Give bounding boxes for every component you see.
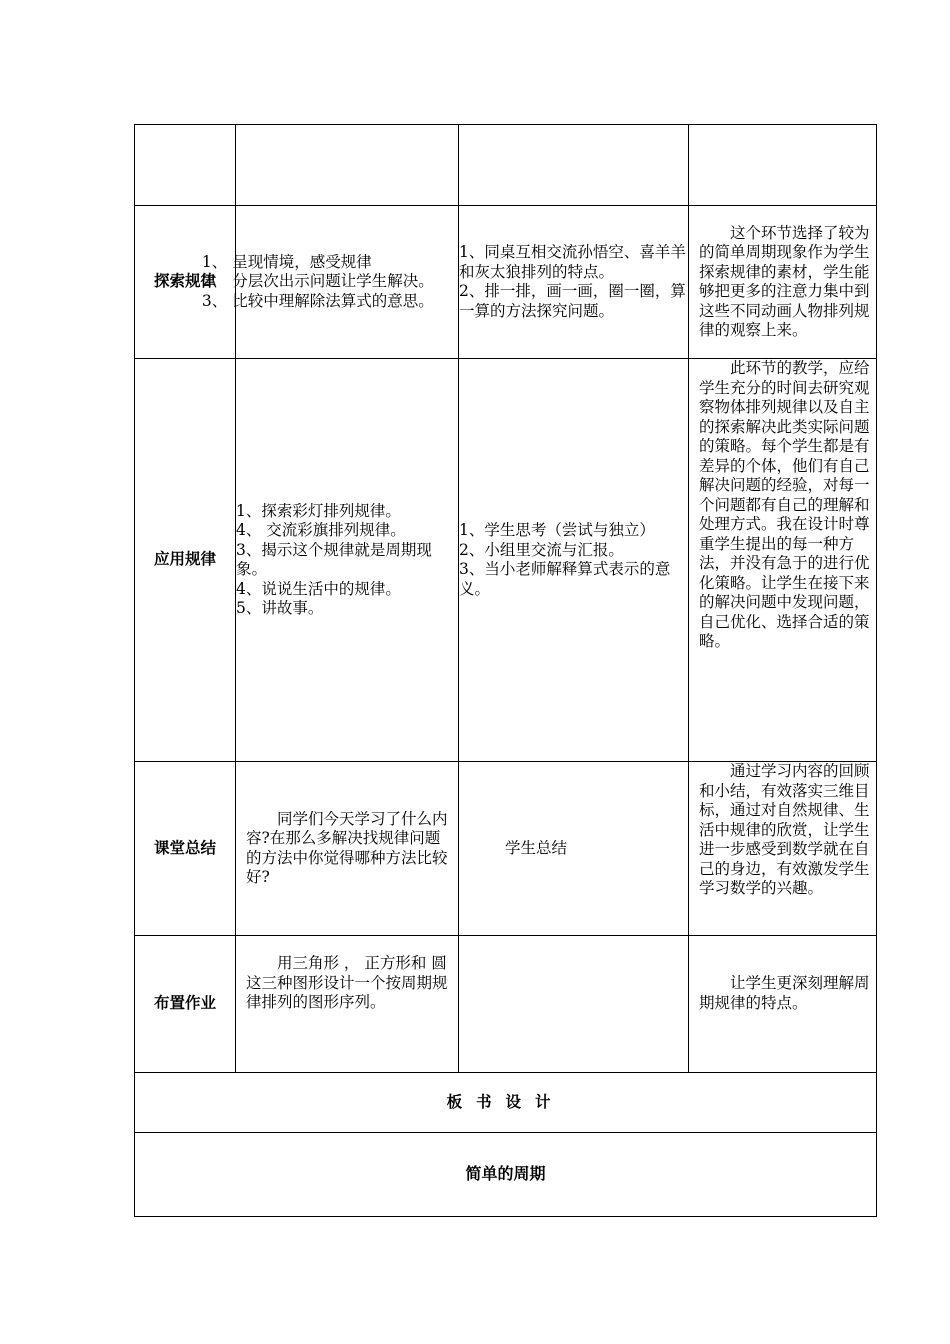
design-intent-cell — [689, 206, 877, 359]
board-subtitle: 简单的周期 — [465, 1164, 546, 1184]
teacher-activity-cell — [236, 762, 459, 936]
design-intent-cell — [689, 762, 877, 936]
teacher-activity-cell — [236, 125, 459, 206]
list-item: 3、 比较中理解除法算式的意思。 — [201, 291, 434, 310]
stage-cell: 课堂总结 — [135, 762, 236, 936]
stage-cell: 应用规律 — [135, 359, 236, 762]
list-item: 3、揭示这个规律就是周期现象。 — [236, 540, 432, 578]
student-activity-cell — [459, 125, 689, 206]
student-activity-cell — [459, 936, 689, 1073]
design-intent-cell — [689, 125, 877, 206]
design-intent-cell — [689, 359, 877, 762]
teacher-text: 用三角形 ， 正方形和 圆这三种图形设计一个按周期规律排列的图形序列。 — [246, 954, 448, 1011]
student-activity-cell — [459, 359, 689, 762]
table-row — [135, 936, 877, 1073]
teacher-activity-cell — [236, 359, 459, 762]
teacher-activity-cell — [201, 206, 459, 359]
list-item: 2、 分层次出示问题让学生解决。 — [201, 272, 434, 291]
teacher-text: 同学们今天学习了什么内容?在那么多解决找规律问题的方法中你觉得哪种方法比较好? — [246, 809, 448, 886]
student-activity-cell — [459, 762, 689, 936]
list-item: 1、 呈现情境，感受规律 — [201, 252, 372, 271]
table-row — [135, 359, 877, 762]
stage-cell: 探索规律 — [135, 206, 236, 359]
stage-cell: 布置作业 — [135, 936, 236, 1073]
table-row — [135, 1073, 877, 1133]
board-design-title: 板书设计 — [135, 1073, 877, 1133]
design-text: 此环节的教学，应给学生充分的时间去研究观察物体排列规律以及自主的探索解决此类实际问题的策略。每个学生都是有差异的个体，他们有自己解决问题的经验，对每一个问题都有自己的理解和处理方式。我在设计时尊重学生提出的每一种方法，并没有急于的进行优化策略。让学生在接下来的解决问题中发现问题，自己优化、选择合适的策略。 — [699, 359, 870, 650]
table-row — [135, 206, 877, 359]
design-text: 通过学习内容的回顾和小结，有效落实三维目标，通过对自然规律、生活中规律的欣赏，让学生进一步感受到数学就在自己的身边，有效激发学生学习数学的兴趣。 — [699, 762, 870, 897]
design-text: 让学生更深刻理解周期规律的特点。 — [699, 974, 870, 1012]
lesson-plan-table — [134, 124, 877, 1217]
list-item: 4、说说生活中的规律。 — [236, 579, 401, 598]
board-design-area — [135, 1133, 877, 1217]
table-row — [135, 1133, 877, 1217]
list-item: 1、学生思考（尝试与独立） — [459, 521, 655, 539]
list-item: 1、同桌互相交流孙悟空、喜羊羊和灰太狼排列的特点。 — [459, 243, 686, 281]
stage-cell — [135, 125, 236, 206]
table-row — [135, 762, 877, 936]
student-text: 学生总结 — [505, 838, 568, 857]
student-activity-cell — [459, 206, 689, 359]
table-row — [135, 125, 877, 206]
design-text: 这个环节选择了较为的简单周期现象作为学生探索规律的素材，学生能够把更多的注意力集中到这些不同动画人物排列规律的观察上来。 — [699, 223, 870, 339]
list-item: 3、当小老师解释算式表示的意义。 — [459, 560, 671, 598]
teacher-activity-cell — [236, 936, 459, 1073]
design-intent-cell — [689, 936, 877, 1073]
list-item: 5、讲故事。 — [236, 599, 324, 617]
list-item: 2、小组里交流与汇报。 — [459, 540, 624, 559]
list-item: 1、探索彩灯排列规律。 — [236, 501, 401, 520]
list-item: 2、排一排，画一画，圈一圈，算一算的方法探究问题。 — [459, 282, 686, 320]
list-item: 4、 交流彩旗排列规律。 — [236, 521, 406, 539]
